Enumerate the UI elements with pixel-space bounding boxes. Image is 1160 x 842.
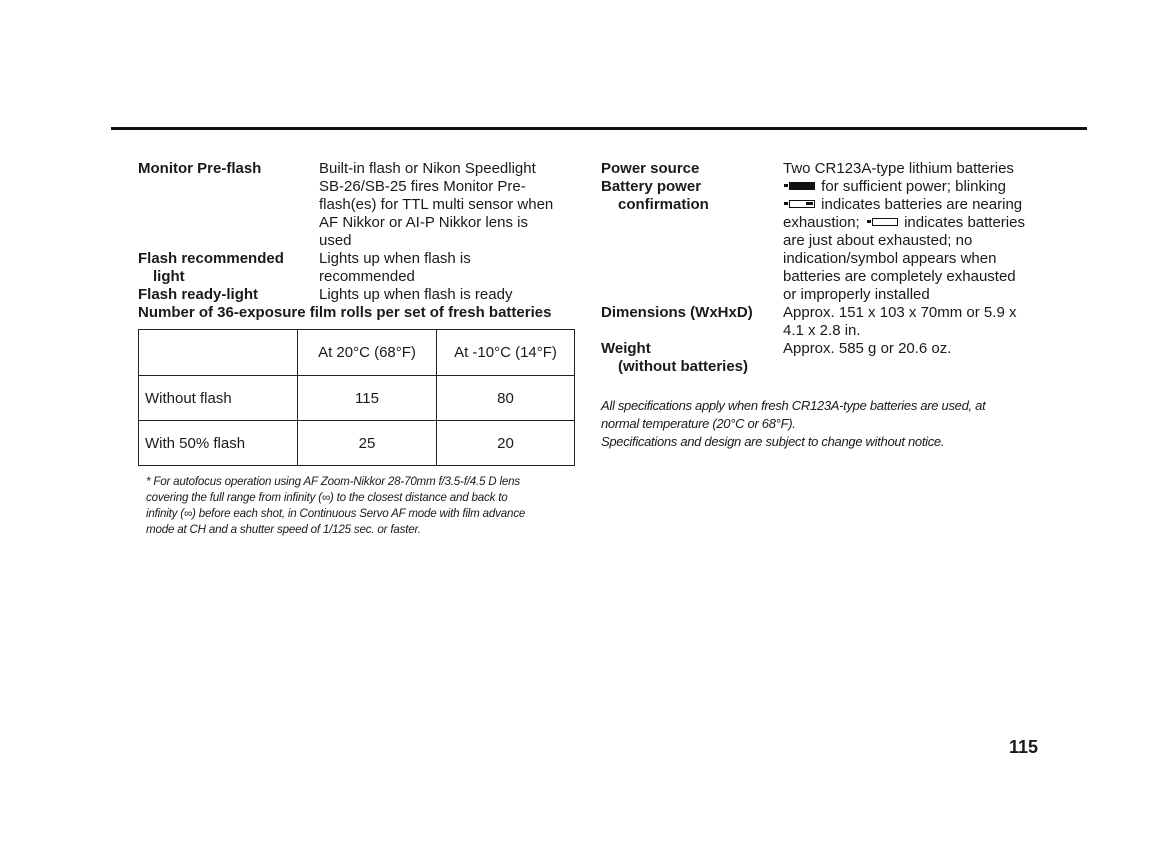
desc-line: recommended	[319, 268, 415, 285]
note-line: All specifications apply when fresh CR123A-type batteries are used, at	[601, 398, 986, 413]
desc-line: 4.1 x 2.8 in.	[783, 322, 861, 339]
spec-term	[601, 340, 748, 376]
term-line: (without batteries)	[618, 358, 748, 375]
footnote-line: mode at CH and a shutter speed of 1/125 sec. or faster.	[146, 523, 421, 536]
film-rolls-table	[138, 329, 575, 466]
desc-line: flash(es) for TTL multi sensor when	[319, 196, 554, 213]
page-number: 115	[1009, 737, 1039, 757]
spec-term: Power source	[601, 160, 700, 177]
term-line: Flash recommended	[138, 250, 284, 267]
table-header-cell: At -10°C (14°F)	[437, 330, 575, 376]
specification-notes	[601, 397, 985, 451]
term-line: confirmation	[618, 196, 709, 213]
spec-term	[138, 160, 261, 178]
desc-line	[783, 178, 1025, 196]
desc-line	[783, 214, 1025, 232]
battery-empty-icon	[872, 218, 898, 226]
table-cell: With 50% flash	[139, 421, 298, 466]
spec-desc	[783, 340, 951, 358]
table-header-cell: At 20°C (68°F)	[298, 330, 437, 376]
note-line: normal temperature (20°C or 68°F).	[601, 416, 796, 431]
spec-term	[138, 250, 284, 286]
spec-desc	[319, 286, 512, 304]
table-cell: 20	[437, 421, 575, 466]
spec-desc	[783, 160, 1014, 178]
desc-line: Lights up when flash is ready	[319, 286, 513, 303]
footnote-line: * For autofocus operation using AF Zoom-Nikkor 28-70mm f/3.5-f/4.5 D lens	[146, 475, 520, 488]
spec-term	[138, 286, 258, 304]
desc-line: Approx. 585 g or 20.6 oz.	[783, 340, 952, 357]
footnote-line: infinity (∞) before each shot, in Continuous Servo AF mode with film advance	[146, 507, 526, 520]
desc-line: batteries are completely exhausted	[783, 268, 1016, 285]
note-line: Specifications and design are subject to change without notice.	[601, 434, 945, 449]
table-cell: 115	[298, 376, 437, 421]
term-line: Monitor Pre-flash	[138, 160, 262, 177]
desc-line: or improperly installed	[783, 286, 930, 303]
desc-line: Lights up when flash is	[319, 250, 471, 267]
desc-line: indication/symbol appears when	[783, 250, 997, 267]
spec-desc	[783, 304, 1016, 340]
desc-line: Two CR123A-type lithium batteries	[783, 160, 1014, 177]
desc-line: used	[319, 232, 352, 249]
battery-half-icon	[789, 200, 815, 208]
spec-term	[601, 178, 709, 214]
desc-text: indicates batteries	[904, 214, 1025, 231]
table-header-cell	[139, 330, 298, 376]
table-cell: 80	[437, 376, 575, 421]
table-cell: 25	[298, 421, 437, 466]
top-rule	[111, 127, 1087, 130]
desc-line: Approx. 151 x 103 x 70mm or 5.9 x	[783, 304, 1017, 321]
term-line: Weight	[601, 340, 651, 357]
desc-line	[783, 196, 1025, 214]
footnote	[146, 474, 576, 538]
desc-line: AF Nikkor or AI-P Nikkor lens is	[319, 214, 528, 231]
spec-term: Dimensions (WxHxD)	[601, 304, 753, 321]
desc-text: indicates batteries are nearing	[821, 196, 1023, 213]
battery-full-icon	[789, 182, 815, 190]
footnote-line: covering the full range from infinity (∞) to the closest distance and back to	[146, 491, 508, 504]
table-row	[139, 421, 575, 466]
desc-text: for sufficient power; blinking	[821, 178, 1006, 195]
rolls-heading: Number of 36-exposure film rolls per set of fresh batteries	[138, 304, 552, 321]
spec-desc	[783, 178, 1025, 304]
spec-desc	[319, 160, 553, 250]
table-cell: Without flash	[139, 376, 298, 421]
table-header-row	[139, 330, 575, 376]
table-row	[139, 376, 575, 421]
term-line: Battery power	[601, 178, 702, 195]
desc-line: Built-in flash or Nikon Speedlight	[319, 160, 536, 177]
term-line: Flash ready-light	[138, 286, 259, 303]
desc-line: are just about exhausted; no	[783, 232, 973, 249]
spec-desc	[319, 250, 471, 286]
desc-text: exhaustion;	[783, 214, 860, 231]
desc-line: SB-26/SB-25 fires Monitor Pre-	[319, 178, 526, 195]
term-line: light	[153, 268, 185, 285]
